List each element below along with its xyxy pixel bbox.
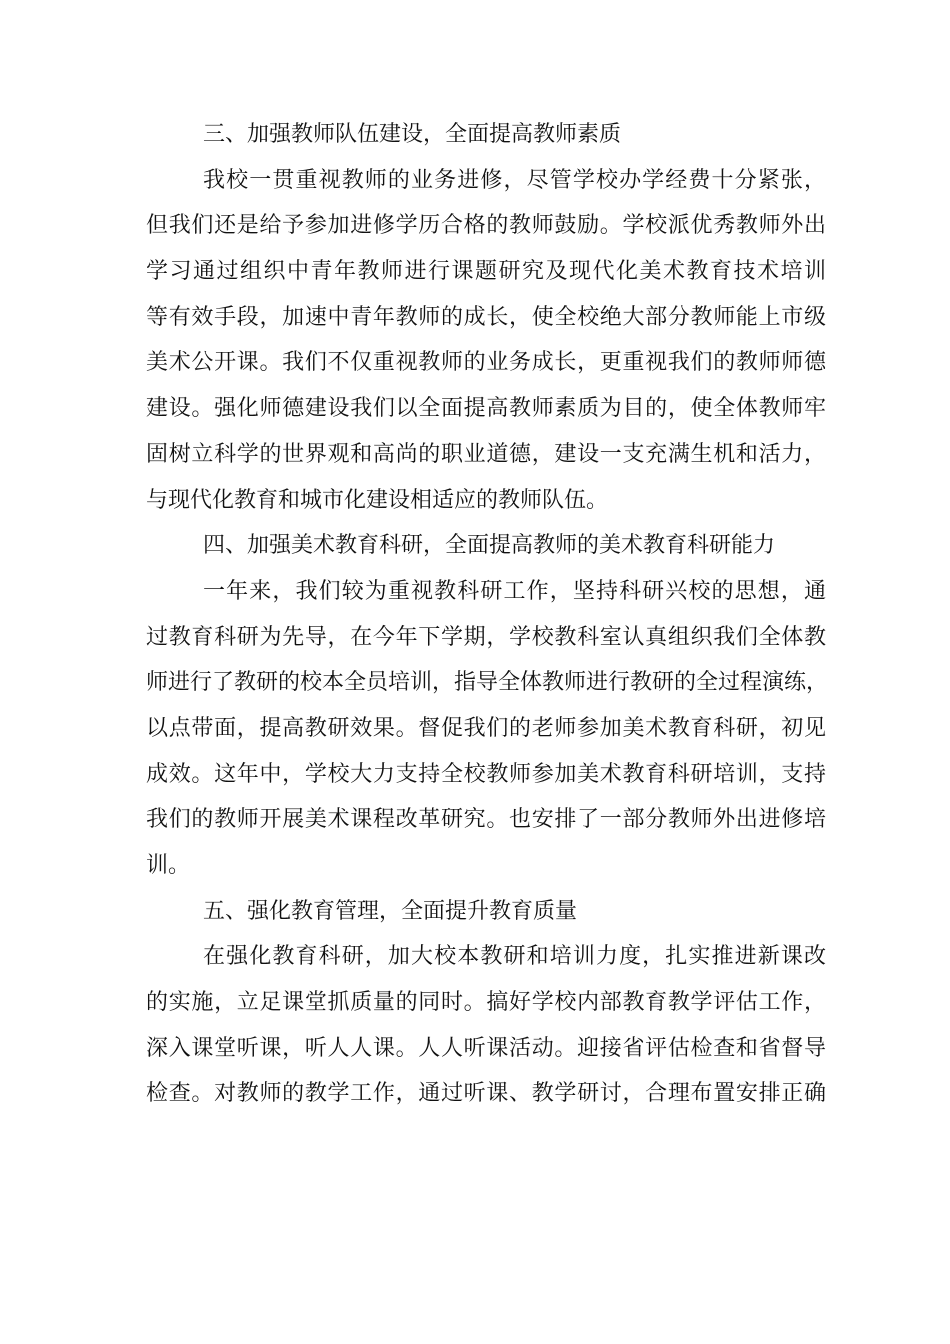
document-body <box>146 112 829 1117</box>
text-line: 美术公开课。我们不仅重视教师的业务成长，更重视我们的教师师德 <box>146 350 826 376</box>
text-line: 我们的教师开展美术课程改革研究。也安排了一部分教师外出进修培 <box>146 807 826 833</box>
text-line: 固树立科学的世界观和高尚的职业道德，建设一支充满生机和活力， <box>146 441 826 467</box>
text-line: 深入课堂听课，听人人课。人人听课活动。迎接省评估检查和省督导 <box>146 1035 826 1061</box>
text-line: 一年来，我们较为重视教科研工作，坚持科研兴校的思想，通 <box>203 578 826 604</box>
text-line: 检查。对教师的教学工作，通过听课、教学研讨，合理布置安排正确 <box>146 1081 826 1107</box>
text-line: 在强化教育科研，加大校本教研和培训力度，扎实推进新课改 <box>203 944 826 970</box>
text-line: 等有效手段，加速中青年教师的成长，使全校绝大部分教师能上市级 <box>146 304 826 330</box>
text-line: 师进行了教研的校本全员培训，指导全体教师进行教研的全过程演练， <box>146 670 829 696</box>
text-line: 以点带面，提高教研效果。督促我们的老师参加美术教育科研，初见 <box>146 715 826 741</box>
text-line: 五、强化教育管理，全面提升教育质量 <box>203 898 578 924</box>
text-line: 训。 <box>146 853 191 878</box>
text-line: 成效。这年中，学校大力支持全校教师参加美术教育科研培训，支持 <box>146 761 826 787</box>
text-line: 四、加强美术教育科研，全面提高教师的美术教育科研能力 <box>203 533 776 559</box>
text-line: 过教育科研为先导，在今年下学期，学校教科室认真组织我们全体教 <box>146 624 826 650</box>
text-line: 的实施，立足课堂抓质量的同时。搞好学校内部教育教学评估工作， <box>146 990 826 1016</box>
text-line: 学习通过组织中青年教师进行课题研究及现代化美术教育技术培训 <box>146 259 826 285</box>
text-line: 但我们还是给予参加进修学历合格的教师鼓励。学校派优秀教师外出 <box>146 213 826 239</box>
text-line: 与现代化教育和城市化建设相适应的教师队伍。 <box>146 487 609 513</box>
text-line: 我校一贯重视教师的业务进修，尽管学校办学经费十分紧张， <box>203 167 826 193</box>
text-line: 三、加强教师队伍建设，全面提高教师素质 <box>203 122 622 147</box>
text-line: 建设。强化师德建设我们以全面提高教师素质为目的，使全体教师牢 <box>146 396 826 422</box>
